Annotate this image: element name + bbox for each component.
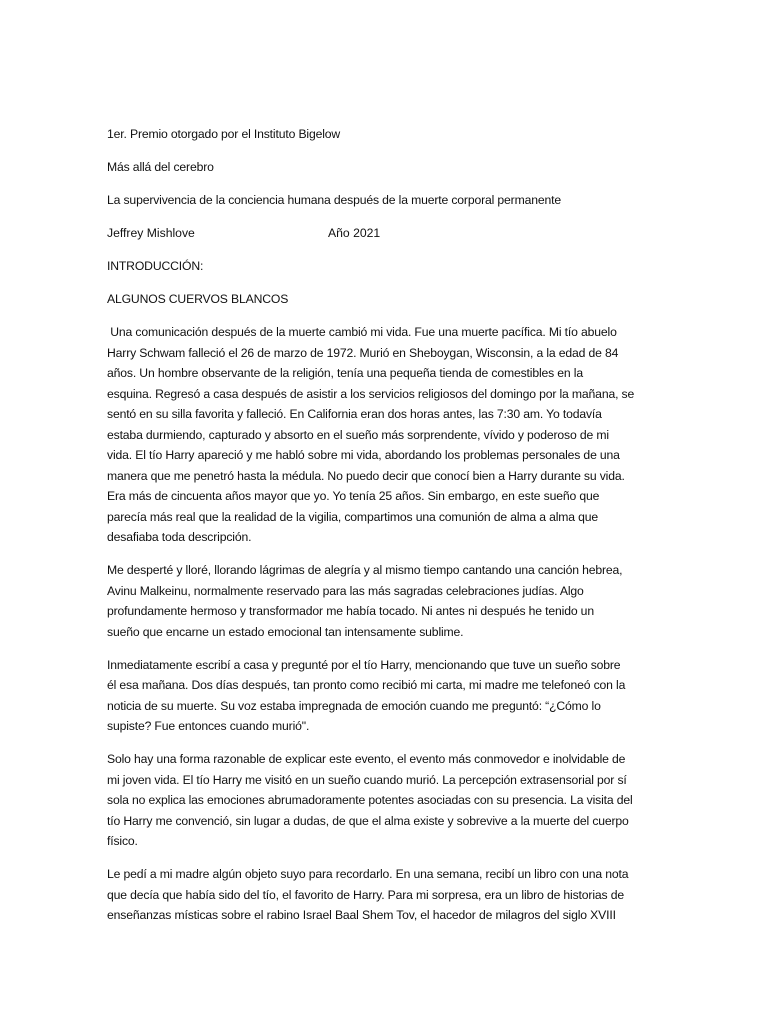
- paragraph-line: vida. El tío Harry apareció y me habló sobre mi vida, abordando los problemas personales de una: [107, 448, 620, 462]
- document-body: [107, 124, 659, 938]
- paragraph-line: Una comunicación después de la muerte cambió mi vida. Fue una muerte pacífica. Mi tío abuelo: [107, 325, 617, 339]
- document-title: Más allá del cerebro: [107, 160, 214, 174]
- publication-year: Año 2021: [328, 226, 381, 240]
- paragraph-line: Solo hay una forma razonable de explicar este evento, el evento más conmovedor e inolvidable de: [107, 752, 626, 766]
- award-line: 1er. Premio otorgado por el Instituto Bigelow: [107, 127, 341, 141]
- paragraph-line: supiste? Fue entonces cuando murió".: [107, 719, 310, 733]
- document-subtitle: La supervivencia de la conciencia humana después de la muerte corporal permanente: [107, 193, 561, 207]
- paragraph-line: Harry Schwam falleció el 26 de marzo de 1972. Murió en Sheboygan, Wisconsin, a la edad de 84: [107, 345, 619, 360]
- subsection-heading: ALGUNOS CUERVOS BLANCOS: [107, 292, 289, 306]
- paragraph-line: noticia de su muerte. Su voz estaba impregnada de emoción cuando me preguntó: “¿Cómo lo: [107, 698, 601, 713]
- paragraph-line: mi joven vida. El tío Harry me visitó en un sueño cuando murió. La percepción extrasensorial por sí: [107, 772, 627, 787]
- paragraph-line: tío Harry me convenció, sin lugar a dudas, de que el alma existe y sobrevive a la muerte del cuerpo: [107, 813, 629, 828]
- paragraph-line: físico.: [107, 834, 138, 848]
- paragraph-4: [107, 749, 659, 852]
- paragraph-5: [107, 864, 659, 926]
- paragraph-3: [107, 655, 659, 737]
- paragraph-line: Avinu Malkeinu, normalmente reservado para las más sagradas celebraciones judías. Algo: [107, 583, 584, 598]
- paragraph-line: años. Un hombre observante de la religión, tenía una pequeña tienda de comestibles en la: [107, 366, 583, 380]
- paragraph-1: [107, 322, 659, 548]
- author-name: Jeffrey Mishlove: [107, 226, 195, 240]
- paragraph-line: desafiaba toda descripción.: [107, 530, 252, 544]
- paragraph-line: él esa mañana. Dos días después, tan pronto como recibió mi carta, mi madre me telefoneó con la: [107, 678, 626, 692]
- paragraph-line: Le pedí a mi madre algún objeto suyo para recordarlo. En una semana, recibí un libro con una nota: [107, 867, 629, 881]
- author-row: [107, 223, 659, 244]
- paragraph-line: sentó en su silla favorita y falleció. En California eran dos horas antes, las 7:30 am. Yo todavía: [107, 407, 602, 421]
- paragraph-line: Inmediatamente escribí a casa y pregunté por el tío Harry, mencionando que tuve un sueño sobre: [107, 657, 621, 672]
- paragraph-line: profundamente hermoso y transformador me había tocado. Ni antes ni después he tenido un: [107, 604, 594, 618]
- paragraph-line: enseñanzas místicas sobre el rabino Israel Baal Shem Tov, el hacedor de milagros del siglo XVIII: [107, 908, 616, 922]
- paragraph-line: esquina. Regresó a casa después de asistir a los servicios religiosos del domingo por la mañana, se: [107, 386, 635, 401]
- paragraph-line: Me desperté y lloré, llorando lágrimas de alegría y al mismo tiempo cantando una canción hebrea,: [107, 563, 623, 577]
- paragraph-line: Era más de cincuenta años mayor que yo. Yo tenía 25 años. Sin embargo, en este sueño que: [107, 489, 600, 503]
- paragraph-line: manera que me penetró hasta la médula. No puedo decir que conocí bien a Harry durante su vida.: [107, 468, 625, 483]
- section-heading: INTRODUCCIÓN:: [107, 259, 204, 273]
- paragraph-line: sola no explica las emociones abrumadoramente potentes asociadas con su presencia. La visita del: [107, 793, 633, 807]
- paragraph-2: [107, 560, 659, 642]
- paragraph-line: parecía más real que la realidad de la vigilia, compartimos una comunión de alma a alma que: [107, 509, 599, 524]
- paragraph-line: que decía que había sido del tío, el favorito de Harry. Para mi sorpresa, era un libro de historias de: [107, 887, 624, 902]
- paragraph-line: estaba durmiendo, capturado y absorto en el sueño más sorprendente, vívido y poderoso de mi: [107, 427, 609, 442]
- paragraph-line: sueño que encarne un estado emocional tan intensamente sublime.: [107, 624, 464, 639]
